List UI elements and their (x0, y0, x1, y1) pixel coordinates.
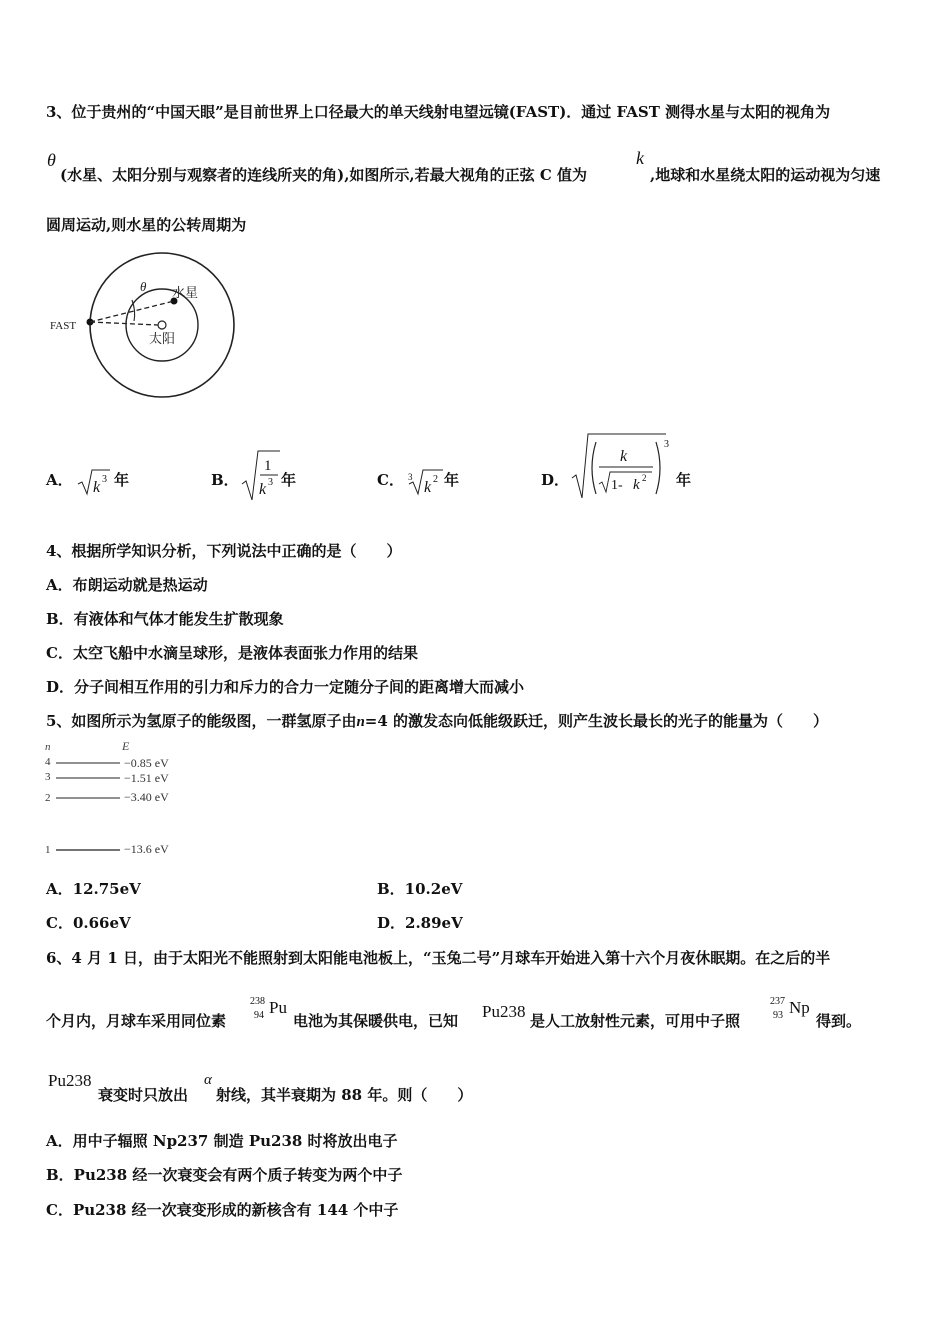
k-symbol: k (636, 148, 644, 168)
q5-stem: 5、如图所示为氢原子的能级图，一群氢原子由n=4 的激发态向低能级跃迁，则产生波长最长的光子的能量为（ ） (46, 712, 829, 730)
q3-option-a-label: A． (46, 471, 73, 489)
fast-orbit-diagram (40, 245, 245, 410)
svg-text:2: 2 (433, 474, 438, 485)
sun-label: 太阳 (149, 331, 176, 346)
q3-stem-line1: 3、位于贵州的“中国天眼”是目前世界上口径最大的单天线射电望远镜(FAST)．通过 FAST 测得水星与太阳的视角为 (46, 103, 831, 121)
np-atomic-number: 93 (773, 1010, 783, 1021)
option-c-formula (405, 462, 445, 498)
q3-option-a-unit: 年 (114, 471, 130, 489)
theta-symbol: θ (47, 150, 56, 170)
angle-theta-label: θ (140, 279, 147, 294)
svg-text:3: 3 (268, 477, 273, 488)
energy-level-diagram (42, 738, 202, 860)
q6-option-a: A．用中子辐照 Np237 制造 Pu238 时将放出电子 (46, 1132, 398, 1150)
q6-stem-line3a: 衰变时只放出 (98, 1086, 189, 1104)
svg-text:1: 1 (264, 458, 272, 474)
pu-mass-number: 238 (250, 996, 265, 1007)
q6-option-c: C．Pu238 经一次衰变形成的新核含有 144 个中子 (46, 1201, 399, 1219)
q6-stem-line2b: 电池为其保暖供电，已知 (293, 1012, 459, 1030)
fast-label: FAST (50, 320, 77, 332)
svg-text:3: 3 (102, 474, 107, 485)
svg-text:2: 2 (642, 473, 647, 483)
q3-option-b-label: B． (211, 471, 239, 489)
q5-option-a: A．12.75eV (46, 880, 141, 898)
level-1-energy: −13.6 eV (124, 842, 169, 856)
q3-option-d-unit: 年 (676, 471, 692, 489)
svg-text:k: k (259, 481, 267, 498)
mercury-label: 水星 (172, 285, 199, 300)
pu-atomic-number: 94 (254, 1010, 264, 1021)
option-b-formula (240, 448, 282, 504)
svg-text:1-: 1- (611, 478, 623, 493)
q5-option-c: C．0.66eV (46, 914, 131, 932)
svg-text:k: k (424, 479, 432, 496)
e-axis-label: E (122, 739, 130, 753)
q3-stem-line3: 圆周运动,则水星的公转周期为 (46, 216, 247, 234)
q3-option-c-label: C． (377, 471, 404, 489)
alpha-symbol: α (204, 1072, 212, 1088)
q4-option-a: A．布朗运动就是热运动 (46, 576, 208, 594)
svg-text:k: k (93, 479, 101, 496)
q6-stem-line2a: 个月内，月球车采用同位素 (46, 1012, 227, 1030)
q3-option-b-unit: 年 (281, 471, 297, 489)
svg-text:k: k (633, 477, 640, 493)
level-3-n: 3 (45, 771, 51, 783)
q3-option-c-unit: 年 (444, 471, 460, 489)
q6-stem-line1: 6、4 月 1 日，由于太阳光不能照射到太阳能电池板上，“玉兔二号”月球车开始进入第十六个月夜休眠期。在之后的半 (46, 949, 831, 967)
q4-option-b: B．有液体和气体才能发生扩散现象 (46, 610, 284, 628)
level-2-energy: −3.40 eV (124, 790, 169, 804)
level-1-n: 1 (45, 844, 51, 856)
q3-stem-line2-end: ,地球和水星绕太阳的运动视为匀速 (650, 166, 881, 184)
q6-stem-line2d: 得到。 (816, 1012, 862, 1030)
q4-option-d: D．分子间相互作用的引力和斥力的合力一定随分子间的距离增大而减小 (46, 678, 525, 696)
q6-stem-line3b: 射线，其半衰期为 88 年。则（ ） (216, 1086, 473, 1104)
q3-stem-line2: (水星、太阳分别与观察者的连线所夹的角),如图所示,若最大视角的正弦 C 值为 (60, 166, 588, 184)
pu238-line3-symbol: Pu238 (48, 1071, 92, 1090)
svg-text:3: 3 (408, 472, 413, 482)
pu238-symbol: Pu238 (482, 1002, 526, 1021)
q6-option-b: B．Pu238 经一次衰变会有两个质子转变为两个中子 (46, 1166, 403, 1184)
q6-stem-line2c: 是人工放射性元素，可用中子照 (530, 1012, 741, 1030)
np-symbol: Np (789, 998, 810, 1017)
pu-symbol: Pu (269, 998, 287, 1017)
q4-option-c: C．太空飞船中水滴呈球形，是液体表面张力作用的结果 (46, 644, 418, 662)
level-3-energy: −1.51 eV (124, 771, 169, 785)
level-2-n: 2 (45, 792, 51, 804)
option-a-formula (76, 462, 112, 498)
svg-text:k: k (620, 448, 628, 465)
q5-option-b: B．10.2eV (377, 880, 463, 898)
level-4-n: 4 (45, 756, 51, 768)
np-mass-number: 237 (770, 996, 785, 1007)
option-d-formula (570, 432, 680, 504)
q4-stem: 4、根据所学知识分析，下列说法中正确的是（ ） (46, 542, 402, 560)
level-4-energy: −0.85 eV (124, 756, 169, 770)
svg-text:3: 3 (664, 439, 669, 450)
q5-option-d: D．2.89eV (377, 914, 463, 932)
q3-option-d-label: D． (541, 471, 570, 489)
n-axis-label: n (45, 741, 51, 753)
